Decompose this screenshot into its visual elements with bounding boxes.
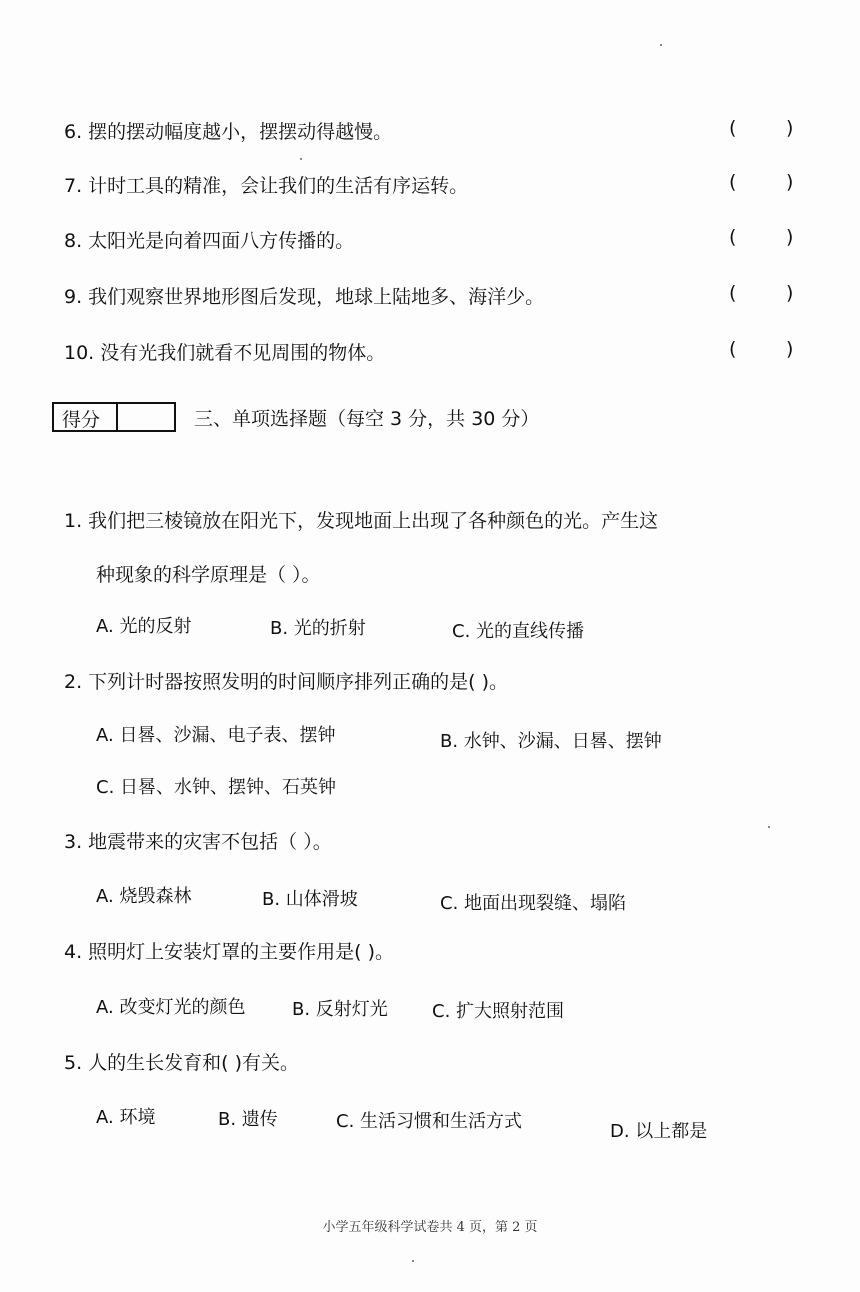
q3-option-b: B. 山体滑坡 — [262, 889, 358, 910]
q2-option-c: C. 日晷、水钟、摆钟、石英钟 — [96, 777, 337, 798]
answer-paren-open: ( — [729, 226, 737, 248]
scan-speck — [300, 158, 302, 160]
q5-option-b: B. 遗传 — [218, 1109, 278, 1130]
score-box — [52, 402, 176, 432]
tf-statement: 10. 没有光我们就看不见周围的物体。 — [64, 342, 386, 364]
score-label: 得分 — [62, 409, 101, 431]
q1-option-c: C. 光的直线传播 — [452, 621, 585, 642]
section-title: 三、单项选择题（每空 3 分，共 30 分） — [194, 408, 540, 430]
q5-option-a: A. 环境 — [96, 1107, 156, 1128]
tf-item-7 — [64, 171, 804, 201]
tf-item-9 — [64, 282, 804, 312]
q3-option-c: C. 地面出现裂缝、塌陷 — [440, 893, 627, 914]
scan-speck — [412, 1260, 414, 1262]
question-3-stem: 3. 地震带来的灾害不包括（ ）。 — [64, 831, 332, 853]
answer-paren-close: ) — [786, 171, 794, 193]
q1-option-a: A. 光的反射 — [96, 616, 192, 637]
question-1-stem-cont: 种现象的科学原理是（ ）。 — [96, 564, 321, 586]
scan-speck — [768, 826, 770, 828]
answer-paren-close: ) — [786, 338, 794, 360]
page-footer: 小学五年级科学试卷共 4 页，第 2 页 — [322, 1220, 538, 1235]
tf-statement: 8. 太阳光是向着四面八方传播的。 — [64, 230, 355, 252]
answer-paren-open: ( — [729, 117, 737, 139]
q2-option-b: B. 水钟、沙漏、日晷、摆钟 — [440, 731, 662, 752]
q4-option-b: B. 反射灯光 — [292, 999, 388, 1020]
question-4-stem: 4. 照明灯上安装灯罩的主要作用是( )。 — [64, 941, 395, 963]
q5-option-d: D. 以上都是 — [610, 1121, 708, 1142]
tf-item-6 — [64, 117, 804, 147]
q4-option-c: C. 扩大照射范围 — [432, 1001, 565, 1022]
question-1-stem: 1. 我们把三棱镜放在阳光下，发现地面上出现了各种颜色的光。产生这 — [64, 510, 659, 532]
question-5-stem: 5. 人的生长发育和( )有关。 — [64, 1052, 300, 1074]
question-2-stem: 2. 下列计时器按照发明的时间顺序排列正确的是( )。 — [64, 671, 509, 693]
q5-option-c: C. 生活习惯和生活方式 — [336, 1111, 523, 1132]
answer-paren-open: ( — [729, 171, 737, 193]
q1-option-b: B. 光的折射 — [270, 618, 366, 639]
answer-paren-open: ( — [729, 338, 737, 360]
tf-statement: 9. 我们观察世界地形图后发现，地球上陆地多、海洋少。 — [64, 286, 545, 308]
answer-paren-open: ( — [729, 282, 737, 304]
answer-paren-close: ) — [786, 282, 794, 304]
score-divider — [116, 404, 118, 430]
q3-option-a: A. 烧毁森林 — [96, 886, 192, 907]
scan-speck — [660, 44, 662, 46]
q2-option-a: A. 日晷、沙漏、电子表、摆钟 — [96, 725, 336, 746]
tf-statement: 7. 计时工具的精准，会让我们的生活有序运转。 — [64, 175, 469, 197]
tf-item-8 — [64, 226, 804, 256]
answer-paren-close: ) — [786, 117, 794, 139]
tf-statement: 6. 摆的摆动幅度越小，摆摆动得越慢。 — [64, 121, 393, 143]
q4-option-a: A. 改变灯光的颜色 — [96, 997, 246, 1018]
tf-item-10 — [64, 338, 804, 368]
answer-paren-close: ) — [786, 226, 794, 248]
